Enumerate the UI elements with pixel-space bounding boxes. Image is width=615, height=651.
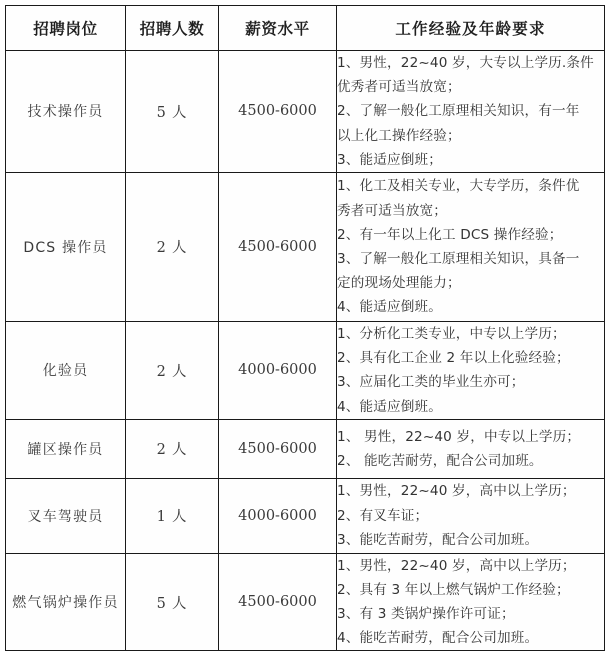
table-row — [6, 478, 605, 553]
cell-requirements — [337, 419, 605, 478]
table-row — [6, 172, 605, 321]
cell-position: 技术操作员 — [6, 51, 126, 173]
requirement-line: 1、化工及相关专业，大专学历，条件优 — [337, 178, 580, 195]
table-row — [6, 51, 605, 173]
requirement-line: 3、了解一般化工原理相关知识，具备一 — [337, 250, 580, 267]
requirement-line: 4、能适应倒班。 — [337, 299, 443, 316]
requirement-line: 2、具有 3 年以上燃气锅炉工作经验； — [337, 581, 570, 598]
requirement-list — [337, 554, 604, 651]
table-header-row — [6, 6, 605, 51]
cell-count: 2 人 — [126, 419, 219, 478]
requirement-line: 优秀者可适当放宽； — [337, 79, 461, 96]
requirement-line: 2、有一年以上化工 DCS 操作经验； — [337, 226, 563, 243]
cell-position: 燃气锅炉操作员 — [6, 553, 126, 651]
requirement-line: 2、具有化工企业 2 年以上化验经验； — [337, 350, 570, 367]
cell-salary: 4000-6000 — [219, 478, 337, 553]
requirement-line: 3、能适应倒班； — [337, 151, 443, 168]
requirement-line: 1、分析化工类专业，中专以上学历； — [337, 325, 566, 342]
cell-requirements — [337, 172, 605, 321]
cell-requirements — [337, 51, 605, 173]
requirement-line: 4、能适应倒班。 — [337, 398, 443, 415]
requirement-line: 3、有 3 类锅炉操作许可证； — [337, 606, 515, 623]
requirement-line: 2、 能吃苦耐劳，配合公司加班。 — [337, 452, 543, 469]
table-row — [6, 321, 605, 419]
recruitment-table — [5, 5, 605, 651]
requirement-line: 4、能吃苦耐劳，配合公司加班。 — [337, 630, 539, 647]
cell-position: 化验员 — [6, 321, 126, 419]
cell-salary: 4000-6000 — [219, 321, 337, 419]
column-header-position: 招聘岗位 — [6, 6, 126, 51]
requirement-line: 定的现场处理能力； — [337, 275, 461, 292]
cell-salary: 4500-6000 — [219, 419, 337, 478]
cell-salary: 4500-6000 — [219, 553, 337, 651]
cell-position: DCS 操作员 — [6, 172, 126, 321]
requirement-list — [337, 425, 604, 473]
requirement-line: 以上化工操作经验； — [337, 127, 461, 144]
requirement-list — [337, 174, 604, 319]
requirement-list — [337, 479, 604, 552]
requirement-line: 2、有叉车证； — [337, 507, 429, 524]
column-header-requirements: 工作经验及年龄要求 — [337, 6, 605, 51]
requirement-list — [337, 322, 604, 419]
cell-position: 罐区操作员 — [6, 419, 126, 478]
requirement-line: 3、能吃苦耐劳，配合公司加班。 — [337, 531, 539, 548]
cell-requirements — [337, 478, 605, 553]
cell-count: 1 人 — [126, 478, 219, 553]
table-header — [6, 6, 605, 51]
cell-count: 2 人 — [126, 172, 219, 321]
requirement-line: 秀者可适当放宽； — [337, 202, 447, 219]
requirement-line: 1、 男性，22~40 岁，中专以上学历； — [337, 428, 581, 445]
requirement-line: 1、男性，22~40 岁，大专以上学历.条件 — [337, 55, 594, 71]
requirement-line: 1、男性，22~40 岁，高中以上学历； — [337, 557, 576, 574]
cell-count: 2 人 — [126, 321, 219, 419]
requirement-line: 3、应届化工类的毕业生亦可； — [337, 374, 525, 391]
table-row — [6, 419, 605, 478]
cell-count: 5 人 — [126, 51, 219, 173]
requirement-line: 1、男性，22~40 岁，高中以上学历； — [337, 483, 576, 500]
table-body — [6, 51, 605, 651]
requirement-list — [337, 51, 604, 172]
cell-count: 5 人 — [126, 553, 219, 651]
cell-position: 叉车驾驶员 — [6, 478, 126, 553]
table-row — [6, 553, 605, 651]
cell-salary: 4500-6000 — [219, 51, 337, 173]
column-header-salary: 薪资水平 — [219, 6, 337, 51]
cell-requirements — [337, 553, 605, 651]
column-header-count: 招聘人数 — [126, 6, 219, 51]
cell-salary: 4500-6000 — [219, 172, 337, 321]
cell-requirements — [337, 321, 605, 419]
requirement-line: 2、了解一般化工原理相关知识，有一年 — [337, 103, 580, 120]
